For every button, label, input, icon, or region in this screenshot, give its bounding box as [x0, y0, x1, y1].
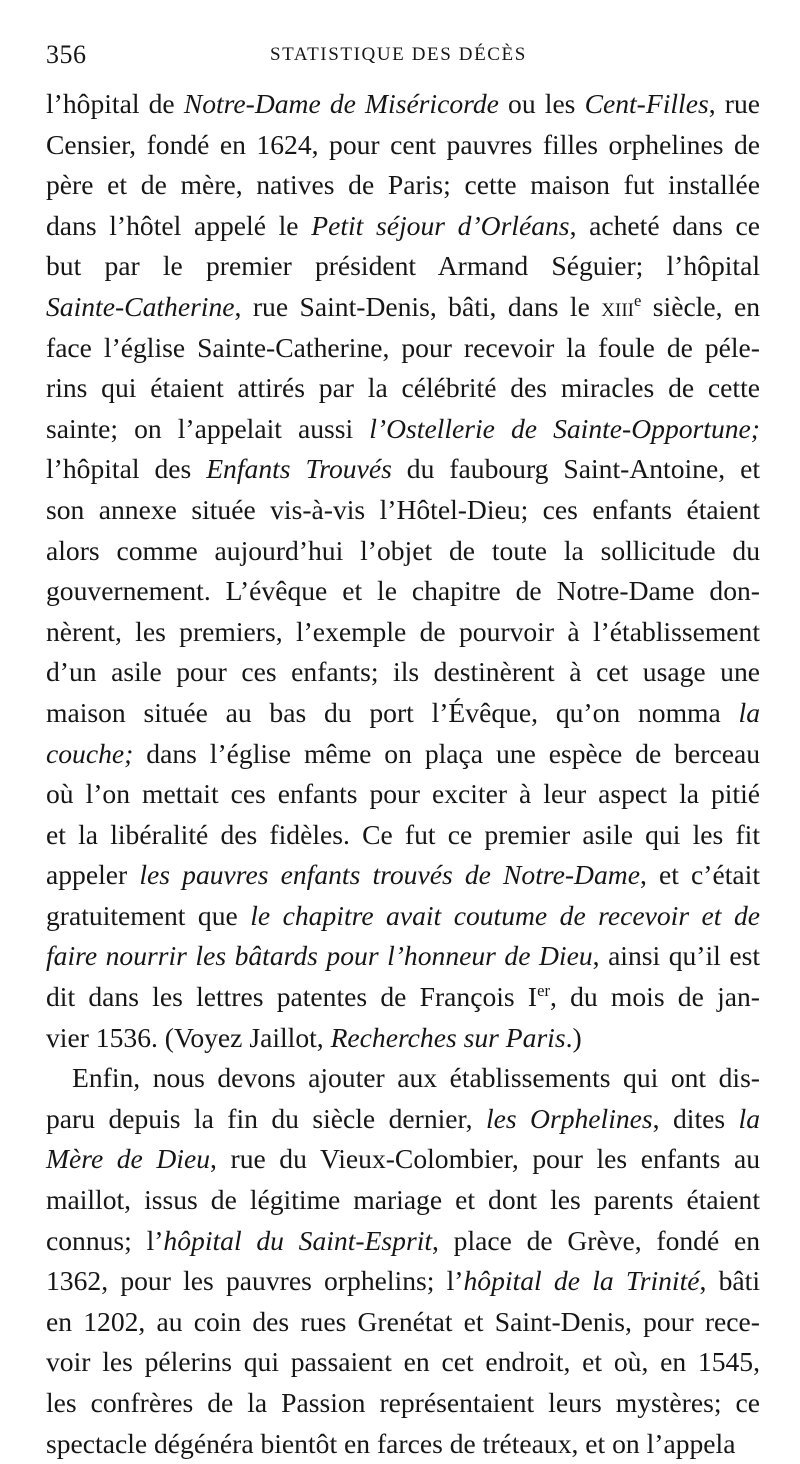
text-segment: dit dans les lettres patentes de François I	[46, 981, 538, 1013]
text-segment: où l’on mettait ces enfants pour exciter à leur aspect la pitié	[46, 778, 760, 810]
text-segment: ou les	[498, 88, 585, 119]
text-line	[46, 165, 760, 206]
text-segment: , acheté dans ce	[569, 209, 761, 241]
text-line	[46, 246, 760, 287]
text-segment: , bâti	[699, 1265, 761, 1297]
text-line	[46, 1302, 760, 1343]
text-segment: d’un asile pour ces enfants; ils destinèrent à cet usage une	[46, 656, 760, 688]
text-line	[46, 734, 760, 775]
text-line	[46, 1221, 760, 1262]
text-segment: dans l’église même on plaça une espèce de berceau	[133, 737, 760, 769]
text-segment: son annexe située vis-à-vis l’Hôtel-Dieu; ces enfants étaient	[46, 493, 760, 525]
text-segment: du faubourg Saint-Antoine, et	[391, 453, 760, 485]
text-segment: , place de Grève, fondé en	[432, 1224, 760, 1256]
italic-text: Enfants Trouvés	[206, 453, 392, 485]
italic-text: hôpital de la Trinité	[463, 1265, 700, 1297]
text-segment: face l’église Sainte-Catherine, pour recevoir la foule de péle-	[46, 331, 760, 363]
text-segment: appeler	[46, 859, 140, 891]
text-line	[46, 1058, 760, 1099]
text-segment: alors comme aujourd’hui l’objet de toute la sollicitude du	[46, 534, 760, 566]
text-segment: paru depuis la fin du siècle dernier,	[46, 1102, 486, 1134]
italic-text: Mère de Dieu	[46, 1143, 211, 1175]
text-line	[46, 84, 760, 125]
text-segment: Censier, fondé en 1624, pour cent pauvres filles orphelines de	[46, 128, 760, 160]
text-line	[46, 977, 760, 1018]
text-line	[46, 125, 760, 166]
text-line	[46, 612, 760, 653]
small-caps-text: xiii	[601, 290, 634, 322]
text-segment: voir les pélerins qui passaient en cet endroit, et où, en 1545,	[46, 1346, 760, 1378]
italic-text: hôpital du Saint-Esprit	[163, 1224, 433, 1256]
text-segment: sainte; on l’appelait aussi	[46, 412, 370, 444]
text-segment: 1362, pour les pauvres orphelins; l’	[46, 1265, 464, 1297]
text-line	[46, 1099, 760, 1140]
superscript: e	[633, 291, 642, 311]
italic-text: le chapitre avait coutume de recevoir et de	[250, 899, 760, 931]
italic-text: Cent-Filles	[584, 88, 709, 119]
running-head: STATISTIQUE DES DÉCÈS	[270, 44, 527, 65]
text-segment: , rue du Vieux-Colombier, pour les enfants au	[210, 1143, 760, 1175]
text-segment: nèrent, les premiers, l’exemple de pourvoir à l’établissement	[46, 615, 760, 647]
text-segment: siècle, en	[641, 290, 760, 322]
text-line	[46, 571, 760, 612]
text-segment: les confrères de la Passion représentaient leurs mystères; ce	[46, 1387, 760, 1418]
italic-text: couche;	[46, 737, 134, 769]
italic-text: Petit séjour d’Orléans	[311, 209, 570, 241]
italic-text: Sainte-Catherine	[46, 290, 235, 322]
text-segment: maillot, issus de légitime mariage et dont les parents étaient	[46, 1184, 760, 1216]
page-header	[46, 32, 760, 76]
text-segment: , ainsi qu’il est	[592, 940, 760, 972]
text-segment: vier 1536. (Voyez Jaillot,	[46, 1021, 331, 1053]
italic-text: les Orphelines	[485, 1102, 653, 1134]
italic-text: la	[738, 1102, 760, 1134]
text-segment: maison située au bas du port l’Évêque, qu’on nomma	[46, 696, 739, 728]
italic-text: Notre-Dame de Miséricorde	[183, 88, 499, 119]
text-segment: .)	[565, 1021, 582, 1053]
text-segment: en 1202, au coin des rues Grenétat et Saint-Denis, pour rece-	[46, 1305, 760, 1337]
text-line	[46, 1180, 760, 1221]
italic-text: la	[738, 696, 760, 728]
italic-text: les pauvres enfants trouvés de Notre-Dame	[139, 859, 640, 891]
body-text	[46, 84, 760, 1464]
text-line	[46, 1383, 760, 1424]
text-segment: but par le premier président Armand Séguier; l’hôpital	[46, 250, 760, 282]
text-segment: gratuitement que	[46, 899, 251, 931]
text-segment: gouvernement. L’évêque et le chapitre de Notre-Dame don-	[46, 575, 760, 607]
text-segment: , rue Saint-Denis, bâti, dans le	[234, 290, 602, 322]
text-segment: , du mois de jan-	[549, 981, 760, 1013]
text-segment: , dites	[652, 1102, 739, 1134]
text-segment: père et de mère, natives de Paris; cette maison fut installée	[46, 169, 760, 201]
text-line	[46, 815, 760, 856]
italic-text: Recherches sur Paris	[330, 1021, 566, 1053]
text-segment: Enfin, nous devons ajouter aux établissements qui ont dis-	[72, 1062, 760, 1094]
text-line	[46, 936, 760, 977]
text-line	[46, 1261, 760, 1302]
text-line	[46, 206, 760, 247]
italic-text: l’Ostellerie de Sainte-Opportune;	[369, 412, 760, 444]
superscript: er	[537, 981, 550, 1001]
italic-text: faire nourrir les bâtards pour l’honneur de Dieu	[46, 940, 593, 972]
text-line	[46, 287, 760, 328]
page-number: 356	[46, 40, 87, 69]
text-line	[46, 896, 760, 937]
text-segment: rins qui étaient attirés par la célébrité des miracles de cette	[46, 372, 760, 404]
text-line	[46, 328, 760, 369]
text-segment: connus; l’	[46, 1224, 164, 1256]
text-line	[46, 774, 760, 815]
text-segment: et la libéralité des fidèles. Ce fut ce premier asile qui les fit	[46, 818, 760, 850]
text-segment: l’hôpital des	[46, 453, 207, 485]
text-segment: dans l’hôtel appelé le	[46, 209, 312, 241]
text-line	[46, 368, 760, 409]
text-line	[46, 652, 760, 693]
text-line	[46, 855, 760, 896]
text-line	[46, 1139, 760, 1180]
text-line	[46, 1018, 760, 1059]
text-segment: , rue	[708, 88, 760, 119]
text-line	[46, 449, 760, 490]
text-line	[46, 1342, 760, 1383]
text-segment: , et c’était	[639, 859, 760, 891]
text-segment: l’hôpital de	[46, 88, 184, 119]
text-line	[46, 1424, 760, 1464]
text-line	[46, 409, 760, 450]
text-line	[46, 531, 760, 572]
text-line	[46, 693, 760, 734]
text-segment: spectacle dégénéra bientôt en farces de tréteaux, et on l’appela	[46, 1427, 736, 1459]
text-line	[46, 490, 760, 531]
